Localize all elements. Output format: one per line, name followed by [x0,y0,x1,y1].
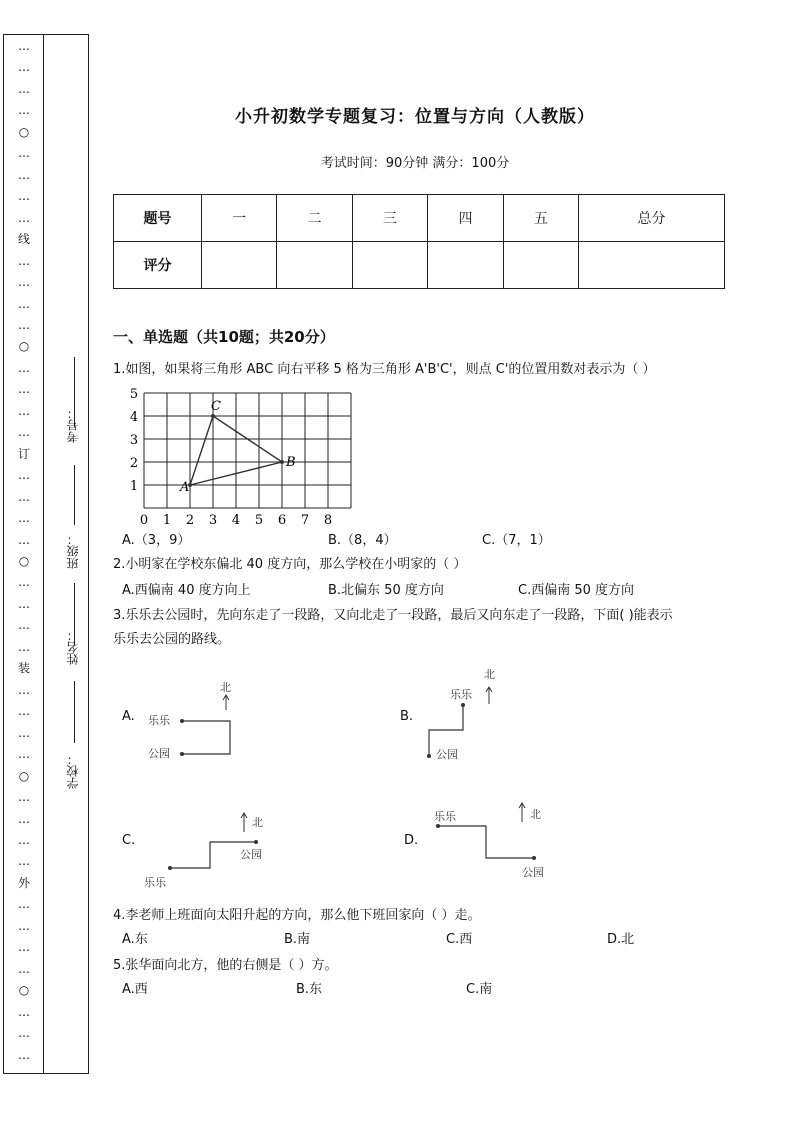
score-input-cell[interactable] [428,242,503,289]
score-input-cell[interactable] [202,242,277,289]
section-heading: 一、单选题（共10题；共20分） [113,328,335,346]
y-tick-label: 4 [129,410,139,425]
point-label: C [211,399,221,414]
binding-margin [3,34,89,1074]
seal-char: … [18,81,30,96]
q3-option-c-label[interactable]: C. [122,833,136,848]
north-label: 北 [484,668,495,681]
x-tick-label: 6 [277,513,287,528]
table-cell: 总分 [579,195,725,242]
point-b [280,460,284,464]
y-tick-label: 3 [129,433,139,448]
x-tick-label: 2 [185,513,195,528]
point-label: A [180,480,190,495]
seal-char: … [18,39,30,53]
q4-option-c[interactable]: C.西 [446,932,473,947]
q1-option-a[interactable]: A.（3，9） [122,533,191,548]
q5-option-b[interactable]: B.东 [296,982,323,997]
seal-char: … [18,725,30,740]
seal-char: … [18,403,30,418]
gongyuan-label: 公园 [148,747,170,760]
question-3-line1: 3.乐乐去公园时，先向东走了一段路，又向北走了一段路，最后又向东走了一段路，下面( )能表示 [113,608,673,623]
seal-char: … [18,618,30,633]
x-tick-label: 7 [300,513,310,528]
seal-char: … [18,489,30,504]
y-tick-label: 1 [129,479,139,494]
seal-char: ○ [18,768,30,783]
seal-char: … [18,704,30,719]
question-1: 1.如图，如果将三角形 ABC 向右平移 5 格为三角形 A'B'C'，则点 C'的位置用数对表示为（ ） [113,362,656,377]
score-input-cell[interactable] [579,242,725,289]
seal-char: … [18,146,30,161]
seal-char: … [18,296,30,311]
q3-option-c-figure[interactable] [140,806,280,896]
table-cell: 二 [277,195,352,242]
x-tick-label: 0 [139,513,149,528]
q3-option-a-figure[interactable] [140,676,250,766]
q3-option-d-figure[interactable] [430,798,560,888]
q4-option-a[interactable]: A.东 [122,932,148,947]
seal-char: … [18,575,30,590]
table-cell: 四 [428,195,503,242]
seal-char: 订 [17,446,30,461]
banji-label: 班级： [66,533,80,569]
table-cell: 三 [352,195,427,242]
gongyuan-label: 公园 [436,748,458,761]
table-row [114,195,725,242]
seal-char: … [18,317,30,332]
seal-char: … [18,747,30,762]
north-label: 北 [530,808,541,821]
y-tick-label: 2 [129,456,139,471]
seal-char: 线 [17,232,30,247]
x-tick-label: 4 [231,513,241,528]
table-row [114,242,725,289]
exam-info: 考试时间：90分钟 满分：100分 [320,156,510,171]
seal-char: … [18,790,30,805]
lele-label: 乐乐 [148,714,170,727]
seal-char: … [18,596,30,611]
q2-option-a[interactable]: A.西偏南 40 度方向上 [122,583,251,598]
seal-char: … [18,854,30,869]
seal-char: … [18,189,30,204]
kaohao-label: 考号： [66,407,80,443]
x-tick-label: 8 [323,513,333,528]
table-cell: 题号 [114,195,202,242]
seal-char: ○ [18,124,30,139]
seal-char: … [18,468,30,483]
seal-char: … [18,167,30,182]
seal-char: … [18,918,30,933]
q1-option-c[interactable]: C.（7，1） [482,533,551,548]
lele-label: 乐乐 [144,876,166,889]
seal-char: … [18,511,30,526]
table-cell: 一 [202,195,277,242]
seal-char: … [18,811,30,826]
question-3-line2: 乐乐去公园的路线。 [113,632,231,647]
q4-option-b[interactable]: B.南 [284,932,311,947]
seal-char: ○ [18,339,30,354]
point-label: B [286,455,296,470]
seal-char: … [18,961,30,976]
margin-divider [43,35,44,1073]
xingming-label: 姓名： [66,629,80,665]
question-2: 2.小明家在学校东偏北 40 度方向，那么学校在小明家的（ ） [113,557,467,572]
seal-char: … [18,382,30,397]
q3-option-b-figure[interactable] [420,664,530,768]
seal-char: … [18,639,30,654]
seal-char: … [18,60,30,75]
y-tick-label: 5 [129,387,139,402]
lele-label: 乐乐 [434,810,456,823]
q3-option-b-label[interactable]: B. [400,709,414,724]
seal-char: … [18,360,30,375]
seal-char: 装 [17,661,30,676]
q4-option-d[interactable]: D.北 [607,932,635,947]
q3-option-d-label[interactable]: D. [404,833,419,848]
question-4: 4.李老师上班面向太阳升起的方向，那么他下班回家向（ ）走。 [113,908,481,923]
seal-char: 外 [17,875,30,890]
seal-char: … [18,253,30,268]
point-c [211,414,215,418]
north-label: 北 [252,816,263,829]
seal-char: ○ [18,983,30,998]
seal-char: … [18,425,30,440]
q3-option-a-label[interactable]: A. [122,709,135,724]
q2-option-b[interactable]: B.北偏东 50 度方向 [328,583,444,598]
q1-grid-figure [118,380,358,530]
score-table [113,194,725,289]
seal-char: … [18,1047,30,1062]
seal-char: ○ [18,554,30,568]
question-5: 5.张华面向北方，他的右侧是（ ）方。 [113,958,338,973]
xuexiao-label: 学校： [66,753,80,789]
score-input-cell[interactable] [503,242,578,289]
seal-char: … [18,1004,30,1019]
seal-char: … [18,897,30,912]
north-label: 北 [220,681,231,694]
seal-char: … [18,940,30,955]
seal-char: … [18,682,30,697]
q1-option-b[interactable]: B.（8，4） [328,533,397,548]
q2-option-c[interactable]: C.西偏南 50 度方向 [518,583,635,598]
x-tick-label: 3 [208,513,218,528]
q5-option-c[interactable]: C.南 [466,982,493,997]
seal-char: … [18,210,30,225]
seal-char: … [18,275,30,290]
gongyuan-label: 公园 [240,848,262,861]
page-title: 小升初数学专题复习：位置与方向（人教版） [235,107,595,127]
banji-blank [74,465,75,525]
lele-label: 乐乐 [450,688,472,701]
seal-char: … [18,1026,30,1041]
seal-char: … [18,532,30,547]
gongyuan-label: 公园 [522,866,544,879]
q5-option-a[interactable]: A.西 [122,982,148,997]
score-input-cell[interactable] [277,242,352,289]
x-tick-label: 5 [254,513,264,528]
xuexiao-blank [74,681,75,743]
seal-char: … [18,832,30,847]
table-cell: 五 [503,195,578,242]
seal-char: … [18,103,30,118]
score-input-cell[interactable] [352,242,427,289]
x-tick-label: 1 [162,513,172,528]
table-cell: 评分 [114,242,202,289]
